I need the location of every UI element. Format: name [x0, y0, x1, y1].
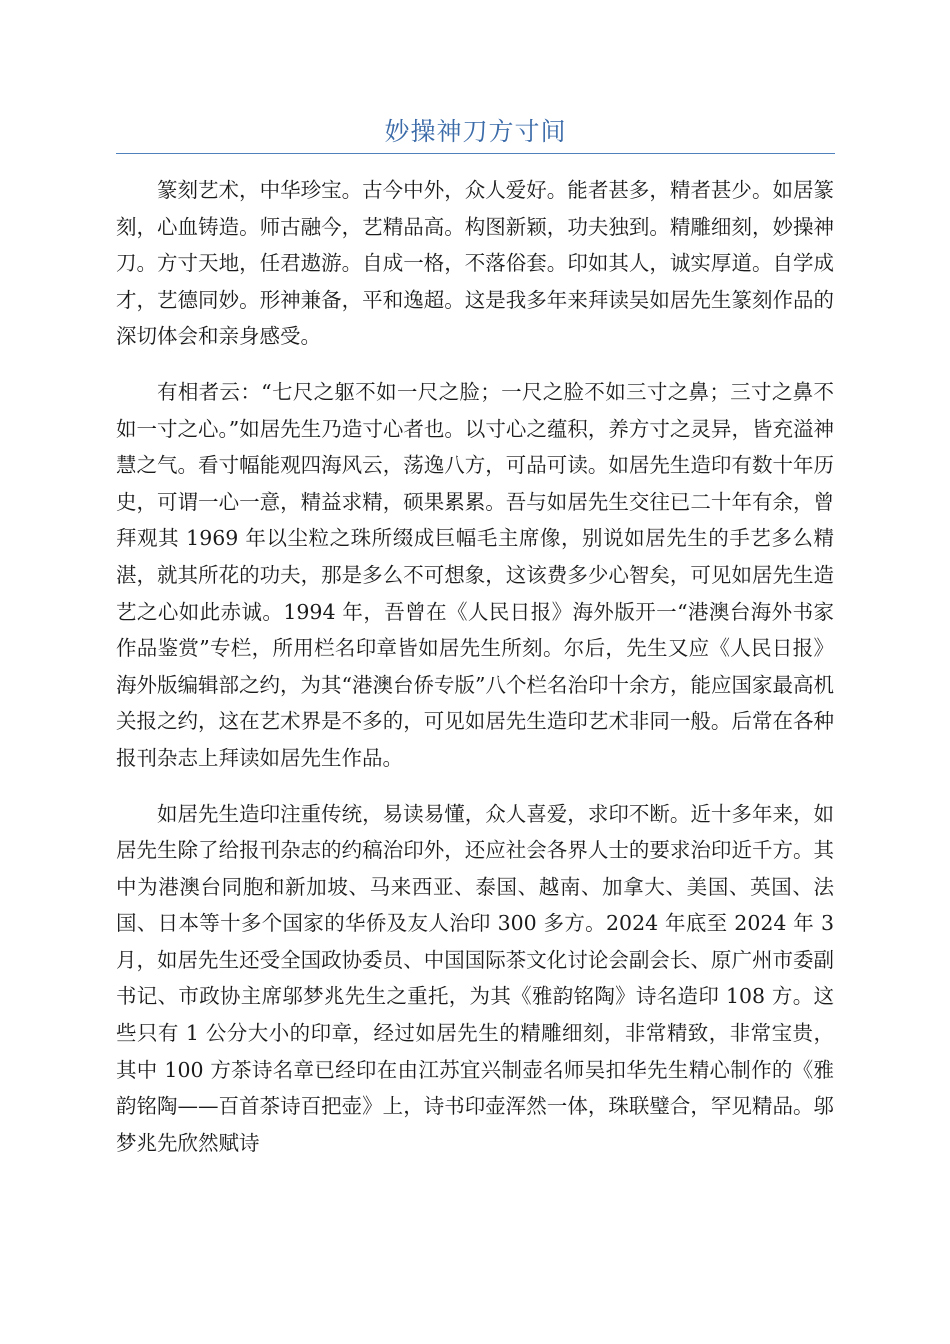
- document-title: 妙操神刀方寸间: [384, 117, 567, 146]
- paragraph-1: 篆刻艺术，中华珍宝。古今中外，众人爱好。能者甚多，精者甚少。如居篆刻，心血铸造。师古融今，艺精品高。构图新颖，功夫独到。精雕细刻，妙操神刀。方寸天地，任君遨游。自成一格，不落俗套。印如其人，诚实厚道。自学成才，艺德同妙。形神兼备，平和逸超。这是我多年来拜读吴如居先生篆刻作品的深切体会和亲身感受。: [116, 178, 834, 349]
- paragraph-2: 有相者云：“七尺之躯不如一尺之脸；一尺之脸不如三寸之鼻；三寸之鼻不如一寸之心。”如居先生乃造寸心者也。以寸心之蕴积，养方寸之灵异，皆充溢神慧之气。看寸幅能观四海风云，荡逸八方，可品可读。如居先生造印有数十年历史，可谓一心一意，精益求精，硕果累累。吾与如居先生交往已二十年有余，曾拜观其 1969 年以尘粒之珠所缀成巨幅毛主席像，别说如居先生的手艺多么精湛，就其所花的功夫，那是多么不可想象，这该费多少心智矣，可见如居先生造艺之心如此赤诚。1994 年，吾曾在《人民日报》海外版开一“港澳台海外书家作品鉴赏”专栏，所用栏名印章皆如居先生所刻。尔后，先生又应《人民日报》海外版编辑部之约，为其“港澳台侨专版”八个栏名治印十余方，能应国家最高机关报之约，这在艺术界是不多的，可见如居先生造印艺术非同一般。后常在各种报刊杂志上拜读如居先生作品。: [116, 379, 834, 770]
- title-underline: [116, 153, 835, 154]
- document-body: [116, 172, 834, 1180]
- paragraph-3: 如居先生造印注重传统，易读易懂，众人喜爱，求印不断。近十多年来，如居先生除了给报刊杂志的约稿治印外，还应社会各界人士的要求治印近千方。其中为港澳台同胞和新加坡、马来西亚、泰国、越南、加拿大、美国、英国、法国、日本等十多个国家的华侨及友人治印 300 多方。2024 年底至 2024 年 3 月，如居先生还受全国政协委员、中国国际茶文化讨论会副会长、原广州市委副书记、市政协主席邬梦兆先生之重托，为其《雅韵铭陶》诗名造印 108 方。这些只有 1 公分大小的印章，经过如居先生的精雕细刻，非常精致，非常宝贵，其中 100 方茶诗名章已经印在由江苏宜兴制壶名师吴扣华先生精心制作的《雅韵铭陶——百首茶诗百把壶》上，诗书印壶浑然一体，珠联璧合，罕见精品。邬梦兆先欣然赋诗: [116, 801, 834, 1155]
